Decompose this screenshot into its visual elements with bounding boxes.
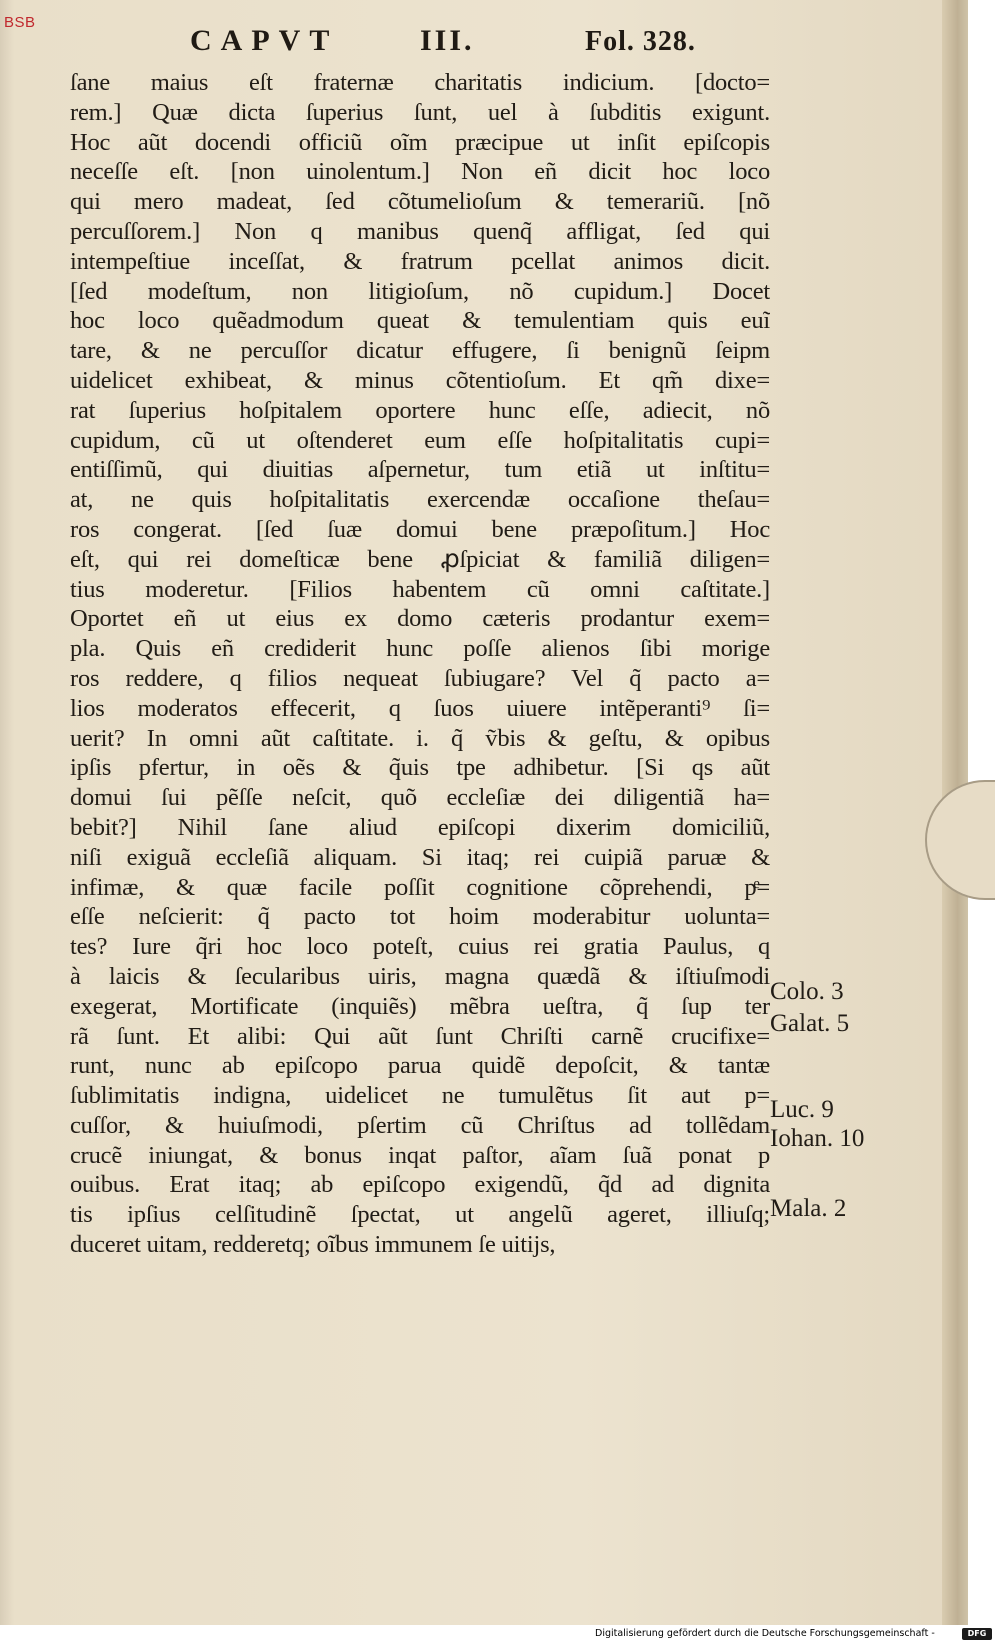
text-line: ouibus. Erat itaq; ab epiſcopo exigendũ, q̃d ad dignita [70, 1171, 770, 1199]
text-line: eſt, qui rei domeſticæ bene ꝓſpiciat & familiã diligen= [70, 545, 770, 573]
text-line: ſublimitatis indigna, uidelicet ne tumulẽtus ſit aut p= [70, 1082, 770, 1110]
margin-note: Colo. 3 [770, 978, 844, 1005]
text-line: domui ſui pẽſſe neſcit, quõ eccleſiæ dei diligentiã ha= [70, 784, 770, 812]
text-line: pla. Quis eñ crediderit hunc poſſe alienos ſibi morige [70, 635, 770, 663]
running-head [190, 24, 730, 64]
text-line: exegerat, Mortificate (inquiẽs) mẽbra ueſtra, q̃ ſup ter [70, 992, 770, 1020]
text-line: eſſe neſcierit: q̃ pacto tot hoim moderabitur uolunta= [70, 903, 770, 931]
margin-note: Iohan. 10 [770, 1125, 865, 1152]
text-line: at, ne quis hoſpitalitatis exercendæ occaſione theſau= [70, 486, 770, 514]
digitization-credit: Digitalisierung gefördert durch die Deutsche Forschungsgemeinschaft - [595, 1628, 935, 1639]
text-line: [ſed modeſtum, non litigioſum, nõ cupidum.] Docet [70, 277, 770, 305]
margin-note: Mala. 2 [770, 1195, 847, 1222]
chapter-number: III. [420, 24, 475, 57]
body-text [70, 68, 770, 1260]
text-line: tare, & ne percuſſor dicatur effugere, ſi benignũ ſeipm [70, 337, 770, 365]
chapter-title: CAPVT [190, 24, 339, 57]
margin-note: Galat. 5 [770, 1010, 850, 1037]
text-line: infimæ, & quæ facile poſſit cognitione cõprehendi, pͤ= [70, 873, 770, 901]
text-line: rem.] Quæ dicta ſuperius ſunt, uel à ſubditis exigunt. [70, 98, 770, 126]
text-line: runt, nunc ab epiſcopo parua quidẽ depoſcit, & tantæ [70, 1052, 770, 1080]
text-line: Oportet eñ ut eius ex domo cæteris prodantur exem= [70, 605, 770, 633]
text-line: à laicis & ſecularibus uiris, magna quædã & iſtiuſmodi [70, 962, 770, 990]
text-line: uerit? In omni aũt caſtitate. i. q̃ ṽbis & geſtu, & opibus [70, 724, 770, 752]
text-line: crucẽ iniungat, & bonus inqat paſtor, aĩam ſuã ponat p [70, 1141, 770, 1169]
text-line: hoc loco quẽadmodum queat & temulentiam quis euĩ [70, 307, 770, 335]
text-line: cupidum, cũ ut oſtenderet eum eſſe hoſpitalitatis cupi= [70, 426, 770, 454]
text-line: tes? Iure q̃ri hoc loco poteſt, cuius rei gratia Paulus, q [70, 933, 770, 961]
text-line: rat ſuperius hoſpitalem oportere hunc eſſe, adiecit, nõ [70, 396, 770, 424]
text-line: niſi exiguã eccleſiã aliquam. Si itaq; rei cuipiã paruæ & [70, 843, 770, 871]
text-line: ipſis pfertur, in oẽs & q̃uis tpe adhibetur. [Si qs aũt [70, 754, 770, 782]
text-line: ros reddere, q filios nequeat ſubiugare? Vel q̃ pacto a= [70, 664, 770, 692]
text-line: intempeſtiue inceſſat, & fratrum pcellat animos dicit. [70, 247, 770, 275]
text-line: ros congerat. [ſed ſuæ domui bene præpoſitum.] Hoc [70, 515, 770, 543]
library-stamp: BSB [4, 14, 36, 31]
margin-note: Luc. 9 [770, 1096, 834, 1123]
text-line: qui mero madeat, ſed cõtumelioſum & temerariũ. [nõ [70, 188, 770, 216]
text-line: tis ipſius celſitudinẽ ſpectat, ut angelũ ageret, illiuſq; [70, 1201, 770, 1229]
text-line: tius moderetur. [Filios habentem cũ omni caſtitate.] [70, 575, 770, 603]
text-line: duceret uitam, redderetq; oĩbus immunem ſe uitijs, [70, 1231, 556, 1259]
text-line: neceſſe eſt. [non uinolentum.] Non eñ dicit hoc loco [70, 158, 770, 186]
dfg-logo: DFG [962, 1628, 992, 1640]
folio-number: Fol. 328. [585, 26, 696, 57]
text-line: percuſſorem.] Non q manibus quenq̃ affligat, ſed qui [70, 217, 770, 245]
text-line: Hoc aũt docendi officiũ oĩm præcipue ut inſit epiſcopis [70, 128, 770, 156]
text-line: cuſſor, & huiuſmodi, pſertim cũ Chriſtus ad tollẽdam [70, 1111, 770, 1139]
text-line: bebit?] Nihil ſane aliud epiſcopi dixerim domiciliũ, [70, 813, 770, 841]
text-line: entiſſimũ, qui diuitias aſpernetur, tum etiã ut inſtitu= [70, 456, 770, 484]
text-line: uidelicet exhibeat, & minus cõtentioſum. Et qm̃ dixe= [70, 366, 770, 394]
text-line: lios moderatos effecerit, q ſuos uiuere intẽperanti⁹ ſi= [70, 694, 770, 722]
text-line: ſane maius eſt fraternæ charitatis indicium. [docto= [70, 69, 770, 96]
text-line: rã ſunt. Et alibi: Qui aũt ſunt Chriſti carnẽ crucifixe= [70, 1022, 770, 1050]
